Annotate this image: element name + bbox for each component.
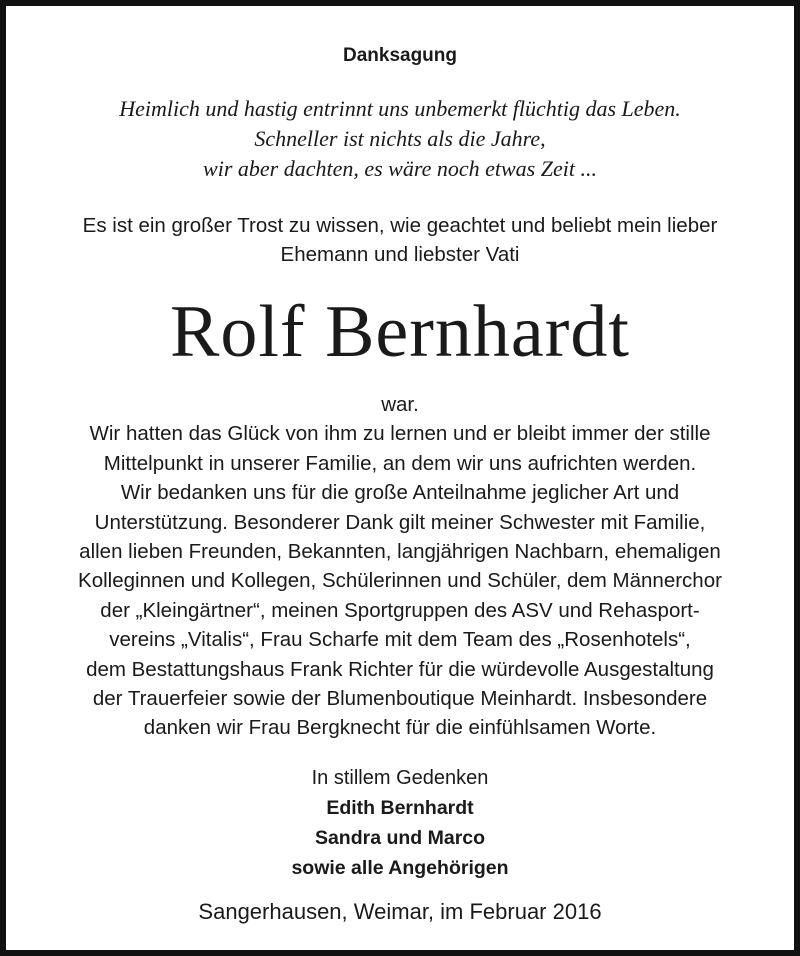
body-line: Wir hatten das Glück von ihm zu lernen und er bleibt immer der stille <box>89 422 711 446</box>
body-line: dem Bestattungshaus Frank Richter für die würdevolle Ausgestaltung <box>86 657 714 681</box>
deceased-name: Rolf Bernhardt <box>170 291 630 373</box>
body-line: Kolleginnen und Kollegen, Schülerinnen und Schüler, dem Männerchor <box>78 569 722 593</box>
poem-line: Schneller ist nichts als die Jahre, <box>254 126 546 151</box>
intro-line: Es ist ein großer Trost zu wissen, wie geachtet und beliebt mein lieber <box>82 214 718 237</box>
notice-heading: Danksagung <box>342 45 458 66</box>
body-line: Unterstützung. Besonderer Dank gilt meiner Schwester mit Familie, <box>94 510 706 534</box>
intro-text <box>6 211 794 269</box>
intro-line: Ehemann und liebster Vati <box>280 243 520 266</box>
mourner-name: sowie alle Angehörigen <box>291 857 509 879</box>
body-line: vereins „Vitalis“, Frau Scharfe mit dem Team des „Rosenhotels“, <box>109 628 691 652</box>
body-line: allen lieben Freunden, Bekannten, langjährigen Nachbarn, ehemaligen <box>79 540 721 564</box>
thanks-text <box>6 390 794 743</box>
poem-line: wir aber dachten, es wäre noch etwas Zeit ... <box>203 156 597 181</box>
poem <box>6 94 794 184</box>
signoff-intro: In stillem Gedenken <box>311 767 489 789</box>
body-line: war. <box>381 393 419 416</box>
body-line: Mittelpunkt in unserer Familie, an dem wir uns aufrichten werden. <box>103 451 697 475</box>
body-line: Wir bedanken uns für die große Anteilnahme jeglicher Art und <box>120 481 680 505</box>
mourner-name: Edith Bernhardt <box>326 797 474 819</box>
place-date: Sangerhausen, Weimar, im Februar 2016 <box>198 899 602 924</box>
poem-line: Heimlich und hastig entrinnt uns unbemerkt flüchtig das Leben. <box>119 96 681 121</box>
signoff <box>6 763 794 883</box>
body-line: der Trauerfeier sowie der Blumenboutique Meinhardt. Insbesondere <box>92 687 708 711</box>
mourner-name: Sandra und Marco <box>314 827 486 849</box>
body-line: danken wir Frau Bergknecht für die einfühlsamen Worte. <box>143 716 657 740</box>
body-line: der „Kleingärtner“, meinen Sportgruppen des ASV und Rehasport- <box>100 598 700 622</box>
